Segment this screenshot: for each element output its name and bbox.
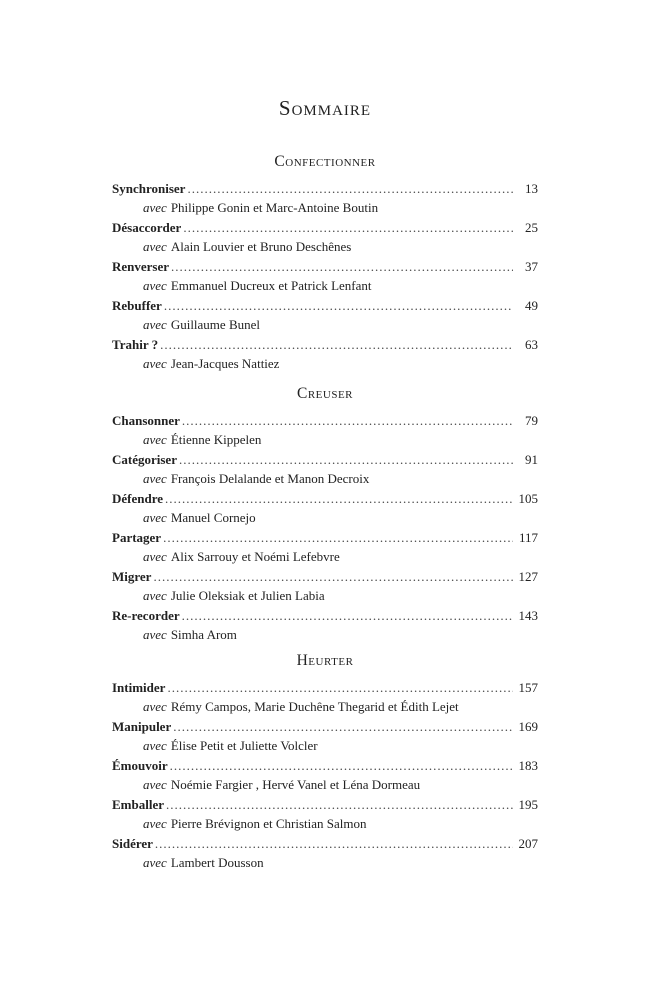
chapter-title[interactable]: Partager (112, 530, 162, 545)
page-number: 91 (525, 452, 538, 467)
dot-leader (171, 257, 513, 276)
dot-leader (183, 218, 513, 237)
toc-entry[interactable] (112, 179, 538, 218)
toc-entry[interactable] (112, 296, 538, 335)
chapter-authors (112, 276, 538, 295)
page-number: 105 (518, 491, 538, 506)
chapter-title[interactable]: Intimider (112, 680, 166, 695)
authors: Alix Sarrouy et Noémi Lefebvre (170, 549, 340, 564)
toc-entry-row[interactable] (112, 411, 538, 430)
avec-label: avec (143, 738, 167, 753)
chapter-authors (112, 625, 538, 644)
page-number: 49 (525, 298, 538, 313)
page-number: 117 (518, 530, 538, 545)
authors: Emmanuel Ducreux et Patrick Lenfant (170, 278, 372, 293)
chapter-authors (112, 430, 538, 449)
chapter-title[interactable]: Rebuffer (112, 298, 162, 313)
dot-leader (173, 717, 513, 736)
toc-entry[interactable] (112, 411, 538, 450)
toc-entry-row[interactable] (112, 834, 538, 853)
toc-entry[interactable] (112, 678, 538, 717)
avec-label: avec (143, 699, 167, 714)
toc-entry-row[interactable] (112, 489, 538, 508)
toc-entry-row[interactable] (112, 335, 538, 354)
toc-entry-row[interactable] (112, 528, 538, 547)
avec-label: avec (143, 627, 167, 642)
section-heading: Creuser (296, 385, 353, 402)
page-title: Sommaire (278, 96, 372, 120)
chapter-authors (112, 853, 538, 872)
toc-entry[interactable] (112, 528, 538, 567)
chapter-title[interactable]: Migrer (112, 569, 152, 584)
chapter-authors (112, 775, 538, 794)
toc-entry-row[interactable] (112, 179, 538, 198)
chapter-title[interactable]: Emballer (112, 797, 164, 812)
chapter-authors (112, 237, 538, 256)
page-number: 183 (518, 758, 538, 773)
avec-label: avec (143, 549, 167, 564)
toc-entry-row[interactable] (112, 257, 538, 276)
dot-leader (187, 179, 513, 198)
dot-leader (182, 606, 513, 625)
toc-entry[interactable] (112, 257, 538, 296)
chapter-authors (112, 736, 538, 755)
toc-entry-row[interactable] (112, 450, 538, 469)
toc-entry-row[interactable] (112, 296, 538, 315)
page-number: 195 (518, 797, 538, 812)
chapter-title[interactable]: Défendre (112, 491, 164, 506)
toc-entry[interactable] (112, 795, 538, 834)
page-number: 37 (525, 259, 538, 274)
toc-entry[interactable] (112, 567, 538, 606)
authors: Guillaume Bunel (170, 317, 260, 332)
chapter-title[interactable]: Renverser (112, 259, 170, 274)
dot-leader (170, 756, 513, 775)
authors: François Delalande et Manon Decroix (170, 471, 370, 486)
authors: Lambert Dousson (170, 855, 264, 870)
authors: Rémy Campos, Marie Duchêne Thegarid et Édith Lejet (170, 699, 459, 714)
authors: Noémie Fargier , Hervé Vanel et Léna Dormeau (170, 777, 421, 792)
chapter-title[interactable]: Manipuler (112, 719, 172, 734)
page-number: 25 (525, 220, 538, 235)
authors: Simha Arom (170, 627, 237, 642)
authors: Étienne Kippelen (170, 432, 262, 447)
authors: Pierre Brévignon et Christian Salmon (170, 816, 367, 831)
dot-leader (165, 489, 513, 508)
toc-entry-row[interactable] (112, 218, 538, 237)
toc-entry[interactable] (112, 489, 538, 528)
dot-leader (182, 411, 513, 430)
chapter-title[interactable]: Chansonner (112, 413, 180, 428)
section-heurter (112, 652, 538, 873)
page-number: 169 (518, 719, 538, 734)
authors: Philippe Gonin et Marc-Antoine Boutin (170, 200, 379, 215)
avec-label: avec (143, 278, 167, 293)
toc-entry-row[interactable] (112, 717, 538, 736)
section-creuser (112, 385, 538, 645)
dot-leader (164, 296, 513, 315)
page-number: 207 (518, 836, 538, 851)
chapter-title[interactable]: Trahir ? (112, 337, 159, 352)
authors: Julie Oleksiak et Julien Labia (170, 588, 325, 603)
toc-entry-row[interactable] (112, 678, 538, 697)
avec-label: avec (143, 432, 167, 447)
chapter-authors (112, 354, 538, 373)
chapter-authors (112, 508, 538, 527)
avec-label: avec (143, 816, 167, 831)
page-number: 157 (518, 680, 538, 695)
dot-leader (166, 795, 513, 814)
avec-label: avec (143, 317, 167, 332)
chapter-title[interactable]: Désaccorder (112, 220, 182, 235)
toc-entry-row[interactable] (112, 567, 538, 586)
chapter-authors (112, 315, 538, 334)
toc-entry[interactable] (112, 756, 538, 795)
avec-label: avec (143, 588, 167, 603)
section-heading: Confectionner (274, 153, 376, 170)
page-number: 143 (518, 608, 538, 623)
toc-entry-row[interactable] (112, 756, 538, 775)
dot-leader (153, 567, 513, 586)
chapter-title[interactable]: Synchroniser (112, 181, 186, 196)
toc-entry-row[interactable] (112, 606, 538, 625)
chapter-authors (112, 586, 538, 605)
chapter-authors (112, 198, 538, 217)
toc-entry-row[interactable] (112, 795, 538, 814)
avec-label: avec (143, 855, 167, 870)
toc-entry[interactable] (112, 450, 538, 489)
authors: Manuel Cornejo (170, 510, 256, 525)
avec-label: avec (143, 200, 167, 215)
chapter-title[interactable]: Émouvoir (112, 758, 168, 773)
avec-label: avec (143, 356, 167, 371)
avec-label: avec (143, 471, 167, 486)
section-heading: Heurter (296, 652, 354, 669)
chapter-authors (112, 814, 538, 833)
chapter-authors (112, 547, 538, 566)
dot-leader (160, 335, 513, 354)
dot-leader (163, 528, 513, 547)
toc-entry[interactable] (112, 606, 538, 645)
page-number: 79 (525, 413, 538, 428)
page-number: 63 (525, 337, 538, 352)
authors: Alain Louvier et Bruno Deschênes (170, 239, 352, 254)
avec-label: avec (143, 239, 167, 254)
chapter-title[interactable]: Catégoriser (112, 452, 177, 467)
dot-leader (167, 678, 513, 697)
avec-label: avec (143, 777, 167, 792)
page-number: 13 (525, 181, 538, 196)
toc-entry[interactable] (112, 335, 538, 374)
authors: Élise Petit et Juliette Volcler (170, 738, 318, 753)
toc-entry[interactable] (112, 717, 538, 756)
avec-label: avec (143, 510, 167, 525)
chapter-title[interactable]: Re-recorder (112, 608, 180, 623)
authors: Jean-Jacques Nattiez (170, 356, 280, 371)
section-confectionner (112, 153, 538, 374)
dot-leader (155, 834, 513, 853)
toc-entry[interactable] (112, 218, 538, 257)
chapter-authors (112, 697, 538, 716)
chapter-authors (112, 469, 538, 488)
chapter-title[interactable]: Sidérer (112, 836, 153, 851)
page-number: 127 (518, 569, 538, 584)
dot-leader (179, 450, 513, 469)
toc-entry[interactable] (112, 834, 538, 873)
